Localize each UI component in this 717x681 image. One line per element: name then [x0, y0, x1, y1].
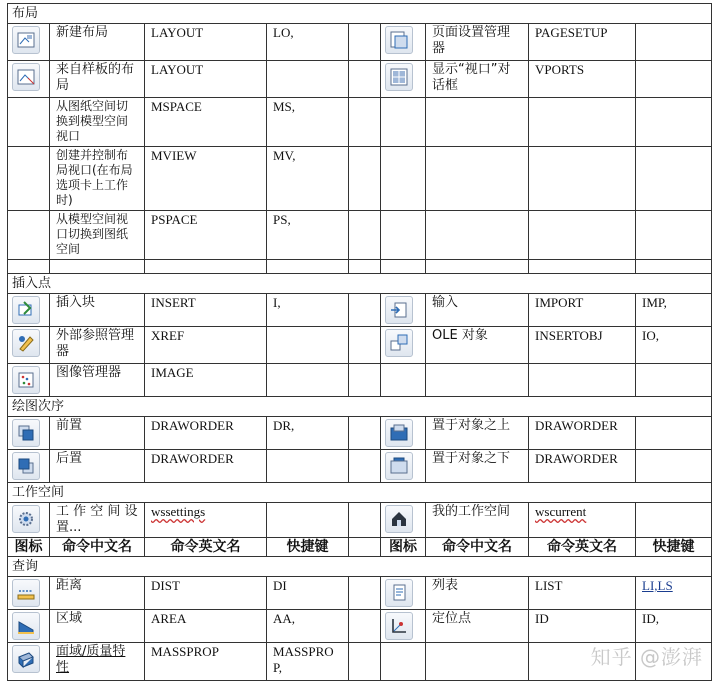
cmd-en: DRAWORDER: [145, 450, 267, 483]
cmd-key: [267, 450, 349, 483]
send-under-icon: [385, 452, 413, 480]
cmd-cn: 前置: [50, 417, 145, 450]
header-key: 快捷键: [267, 538, 349, 557]
table-row: [8, 24, 712, 61]
section-title-inquiry: 查询: [8, 557, 712, 577]
layout-template-icon: [12, 63, 40, 91]
cmd-en: DRAWORDER: [529, 450, 636, 483]
cmd-cn: 创建并控制布局视口(在布局选项卡上工作时): [50, 147, 145, 211]
cmd-en: IMPORT: [529, 294, 636, 327]
cmd-key: [636, 450, 712, 483]
cmd-en: AREA: [145, 610, 267, 643]
table-row: [8, 147, 712, 211]
image-icon: [12, 366, 40, 394]
cmd-key: LI,LS: [642, 578, 673, 593]
cmd-key: DR,: [267, 417, 349, 450]
cmd-cn: 置于对象之上: [426, 417, 529, 450]
section-row: [8, 397, 712, 417]
cmd-cn: 后置: [50, 450, 145, 483]
cmd-cn: 从图纸空间切换到模型空间视口: [50, 98, 145, 147]
bring-above-icon: [385, 419, 413, 447]
cmd-key: MASSPROP,: [267, 643, 349, 681]
section-title-draworder: 绘图次序: [8, 397, 712, 417]
cmd-en: PAGESETUP: [529, 24, 636, 61]
header-cn: 命令中文名: [426, 538, 529, 557]
cmd-en: LIST: [529, 577, 636, 610]
header-icon: 图标: [8, 538, 50, 557]
cmd-key: I,: [267, 294, 349, 327]
area-icon: [12, 612, 40, 640]
table-row: [8, 450, 712, 483]
send-back-icon: [12, 452, 40, 480]
cmd-cn: OLE 对象: [426, 327, 529, 364]
cmd-en: wscurrent: [535, 504, 587, 519]
workspace-settings-icon: [12, 505, 40, 533]
cmd-cn: 我的工作空间: [426, 503, 529, 538]
cmd-cn: 插入块: [50, 294, 145, 327]
cmd-en: DRAWORDER: [529, 417, 636, 450]
cmd-key: [636, 24, 712, 61]
cmd-en: XREF: [145, 327, 267, 364]
section-title-layout: 布局: [8, 4, 712, 24]
cmd-cn: 图像管理器: [50, 364, 145, 397]
table-row: [8, 577, 712, 610]
cmd-cn: 显示“视口”对话框: [426, 61, 529, 98]
table-row: [8, 417, 712, 450]
my-workspace-icon: [385, 505, 413, 533]
distance-icon: [12, 579, 40, 607]
cmd-key: MV,: [267, 147, 349, 211]
cmd-cn: 区域: [50, 610, 145, 643]
cmd-key: ID,: [636, 610, 712, 643]
viewports-icon: [385, 63, 413, 91]
cmd-en: wssettings: [151, 504, 206, 519]
table-row: [8, 211, 712, 260]
cmd-key: IO,: [636, 327, 712, 364]
cmd-key: [636, 417, 712, 450]
ole-object-icon: [385, 329, 413, 357]
cmd-en: PSPACE: [145, 211, 267, 260]
table-row: [8, 61, 712, 98]
layout-icon: [12, 26, 40, 54]
cmd-cn: 面域/质量特性: [56, 644, 126, 675]
cmd-cn: 列表: [426, 577, 529, 610]
cmd-en: MSPACE: [145, 98, 267, 147]
cmd-cn: 来自样板的布局: [50, 61, 145, 98]
cmd-cn: 定位点: [426, 610, 529, 643]
section-row: [8, 4, 712, 24]
table-row: [8, 260, 712, 274]
cmd-key: IMP,: [636, 294, 712, 327]
insert-block-icon: [12, 296, 40, 324]
watermark: 知乎 @澎湃: [590, 645, 703, 669]
table-row: [8, 610, 712, 643]
cmd-en: MASSPROP: [145, 643, 267, 681]
cmd-cn: 从模型空间视口切换到图纸空间: [50, 211, 145, 260]
table-row: [8, 294, 712, 327]
cmd-key: PS,: [267, 211, 349, 260]
massprop-icon: [12, 645, 40, 673]
header-key: 快捷键: [636, 538, 712, 557]
table-row: [8, 327, 712, 364]
cmd-cn: 页面设置管理器: [426, 24, 529, 61]
cmd-en: ID: [529, 610, 636, 643]
cmd-en: VPORTS: [529, 61, 636, 98]
cmd-en: INSERTOBJ: [529, 327, 636, 364]
section-title-workspace: 工作空间: [8, 483, 712, 503]
cmd-en: LAYOUT: [145, 24, 267, 61]
cmd-cn: 输入: [426, 294, 529, 327]
cmd-key: AA,: [267, 610, 349, 643]
cmd-en: LAYOUT: [145, 61, 267, 98]
section-title-insert: 插入点: [8, 274, 712, 294]
cmd-en: IMAGE: [145, 364, 267, 397]
list-icon: [385, 579, 413, 607]
section-row: [8, 483, 712, 503]
table-row: [8, 364, 712, 397]
header-icon: 图标: [381, 538, 426, 557]
cmd-en: INSERT: [145, 294, 267, 327]
cmd-key: [267, 327, 349, 364]
locate-point-icon: [385, 612, 413, 640]
section-row: [8, 557, 712, 577]
cmd-cn: 外部参照管理器: [50, 327, 145, 364]
cmd-key: LO,: [267, 24, 349, 61]
header-en: 命令英文名: [145, 538, 267, 557]
command-table: [7, 3, 712, 681]
table-row: [8, 98, 712, 147]
header-cn: 命令中文名: [50, 538, 145, 557]
cmd-key: MS,: [267, 98, 349, 147]
cmd-cn: 距离: [50, 577, 145, 610]
xref-icon: [12, 329, 40, 357]
section-row: [8, 274, 712, 294]
table-row: [8, 503, 712, 538]
cmd-cn: 工 作 空 间 设 置...: [50, 503, 145, 538]
page-setup-icon: [385, 26, 413, 54]
header-en: 命令英文名: [529, 538, 636, 557]
cmd-cn: 置于对象之下: [426, 450, 529, 483]
cmd-key: [267, 364, 349, 397]
cmd-en: DIST: [145, 577, 267, 610]
cmd-cn: 新建布局: [50, 24, 145, 61]
cmd-en: MVIEW: [145, 147, 267, 211]
bring-front-icon: [12, 419, 40, 447]
cmd-en: DRAWORDER: [145, 417, 267, 450]
cmd-key: [636, 61, 712, 98]
cmd-key: [267, 61, 349, 98]
import-icon: [385, 296, 413, 324]
cmd-key: DI: [267, 577, 349, 610]
header-row: [8, 538, 712, 557]
